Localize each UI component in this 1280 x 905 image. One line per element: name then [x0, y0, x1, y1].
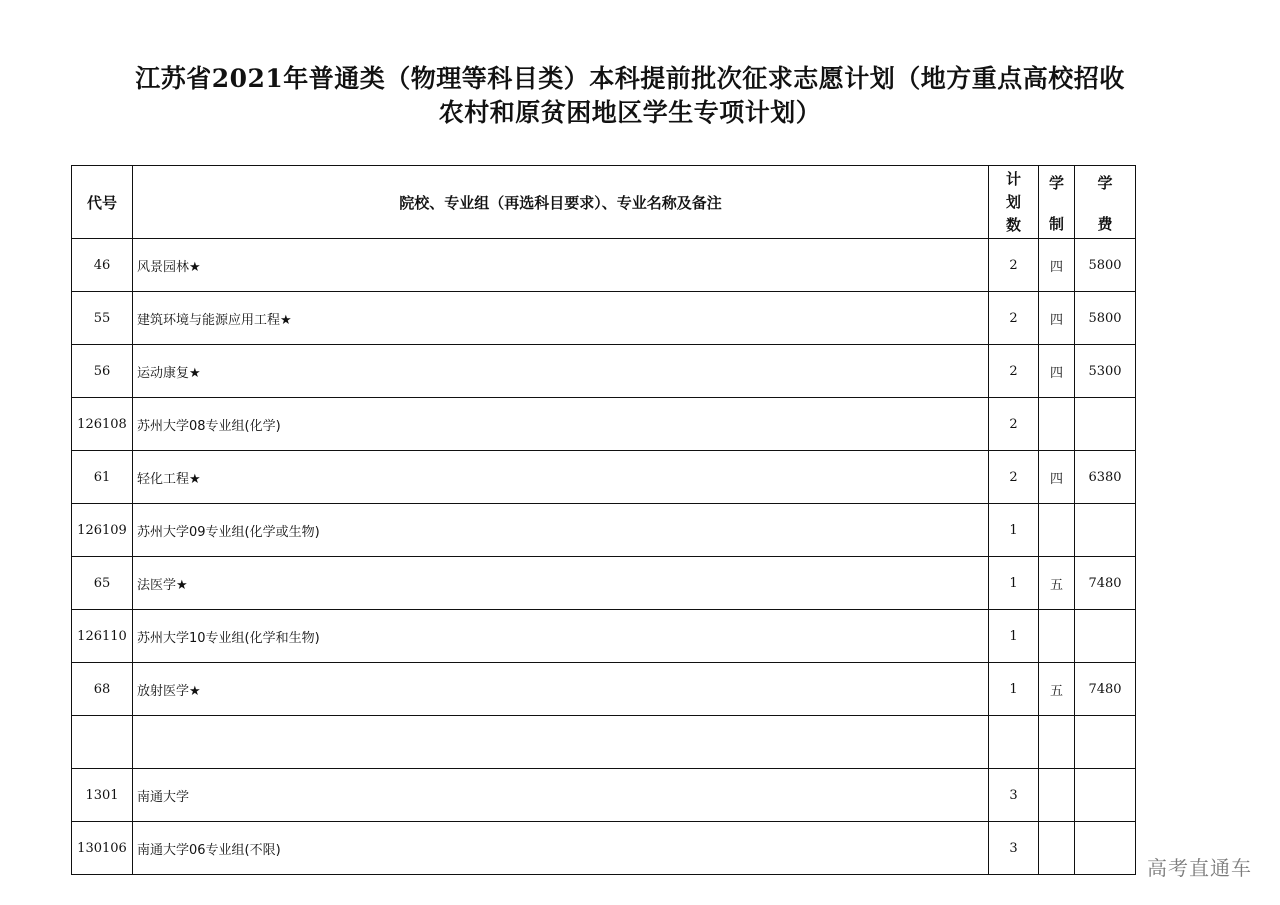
cell-name: 风景园林★ [133, 239, 989, 292]
table-row-empty [72, 716, 1136, 769]
cell-plan: 1 [989, 504, 1039, 557]
cell-plan: 1 [989, 663, 1039, 716]
table-row [72, 451, 1136, 504]
cell-name: 放射医学★ [133, 663, 989, 716]
cell-length: 五 [1039, 557, 1075, 610]
cell-name: 建筑环境与能源应用工程★ [133, 292, 989, 345]
cell-fee [1075, 769, 1136, 822]
header-length [1039, 166, 1075, 239]
cell-code: 1301 [72, 769, 133, 822]
cell-fee [1075, 716, 1136, 769]
cell-length [1039, 822, 1075, 875]
cell-plan [989, 716, 1039, 769]
cell-fee: 6380 [1075, 451, 1136, 504]
cell-name: 南通大学 [133, 769, 989, 822]
table-row [72, 769, 1136, 822]
cell-name: 运动康复★ [133, 345, 989, 398]
cell-code: 61 [72, 451, 133, 504]
cell-fee: 7480 [1075, 557, 1136, 610]
table-row [72, 822, 1136, 875]
header-name: 院校、专业组（再选科目要求）、专业名称及备注 [133, 166, 989, 239]
cell-name [133, 716, 989, 769]
cell-plan: 2 [989, 398, 1039, 451]
cell-code: 65 [72, 557, 133, 610]
cell-length [1039, 398, 1075, 451]
header-fee-char: 费 [1097, 215, 1113, 233]
cell-code: 46 [72, 239, 133, 292]
table-row [72, 292, 1136, 345]
cell-code: 126108 [72, 398, 133, 451]
header-plan [989, 166, 1039, 239]
table-row [72, 610, 1136, 663]
cell-name: 法医学★ [133, 557, 989, 610]
cell-plan: 3 [989, 769, 1039, 822]
document-title [60, 62, 1200, 130]
header-length-char: 制 [1048, 215, 1064, 233]
cell-fee [1075, 398, 1136, 451]
header-plan-char: 划 [1005, 192, 1021, 211]
cell-code: 130106 [72, 822, 133, 875]
cell-fee: 7480 [1075, 663, 1136, 716]
table-row [72, 239, 1136, 292]
cell-length: 四 [1039, 345, 1075, 398]
header-fee [1075, 166, 1136, 239]
table-row [72, 345, 1136, 398]
cell-fee: 5800 [1075, 239, 1136, 292]
cell-name: 南通大学06专业组(不限) [133, 822, 989, 875]
title-line-2: 农村和原贫困地区学生专项计划） [438, 98, 822, 127]
cell-code: 126110 [72, 610, 133, 663]
cell-code [72, 716, 133, 769]
header-fee-char: 学 [1097, 174, 1113, 192]
table-row [72, 398, 1136, 451]
cell-length [1039, 769, 1075, 822]
header-plan-char: 数 [1005, 215, 1021, 234]
cell-length: 五 [1039, 663, 1075, 716]
cell-length: 四 [1039, 451, 1075, 504]
cell-code: 126109 [72, 504, 133, 557]
cell-plan: 1 [989, 557, 1039, 610]
cell-fee [1075, 610, 1136, 663]
header-length-char: 学 [1048, 174, 1064, 192]
title-line-1: 江苏省2021年普通类（物理等科目类）本科提前批次征求志愿计划（地方重点高校招收 [135, 64, 1125, 93]
cell-plan: 3 [989, 822, 1039, 875]
table-row [72, 504, 1136, 557]
cell-length [1039, 716, 1075, 769]
cell-fee [1075, 504, 1136, 557]
watermark: 高考直通车 [1147, 856, 1252, 880]
cell-fee [1075, 822, 1136, 875]
cell-length: 四 [1039, 292, 1075, 345]
admission-plan-table [71, 165, 1136, 875]
cell-code: 56 [72, 345, 133, 398]
table-row [72, 557, 1136, 610]
cell-fee: 5300 [1075, 345, 1136, 398]
cell-name: 苏州大学08专业组(化学) [133, 398, 989, 451]
cell-length: 四 [1039, 239, 1075, 292]
header-code: 代号 [72, 166, 133, 239]
cell-plan: 2 [989, 239, 1039, 292]
table-row [72, 663, 1136, 716]
header-plan-char: 计 [1005, 169, 1021, 188]
cell-fee: 5800 [1075, 292, 1136, 345]
cell-name: 苏州大学10专业组(化学和生物) [133, 610, 989, 663]
cell-code: 68 [72, 663, 133, 716]
cell-plan: 2 [989, 345, 1039, 398]
cell-plan: 2 [989, 292, 1039, 345]
cell-length [1039, 504, 1075, 557]
cell-plan: 1 [989, 610, 1039, 663]
table-header-row [72, 166, 1136, 239]
cell-plan: 2 [989, 451, 1039, 504]
cell-name: 苏州大学09专业组(化学或生物) [133, 504, 989, 557]
cell-name: 轻化工程★ [133, 451, 989, 504]
cell-code: 55 [72, 292, 133, 345]
cell-length [1039, 610, 1075, 663]
